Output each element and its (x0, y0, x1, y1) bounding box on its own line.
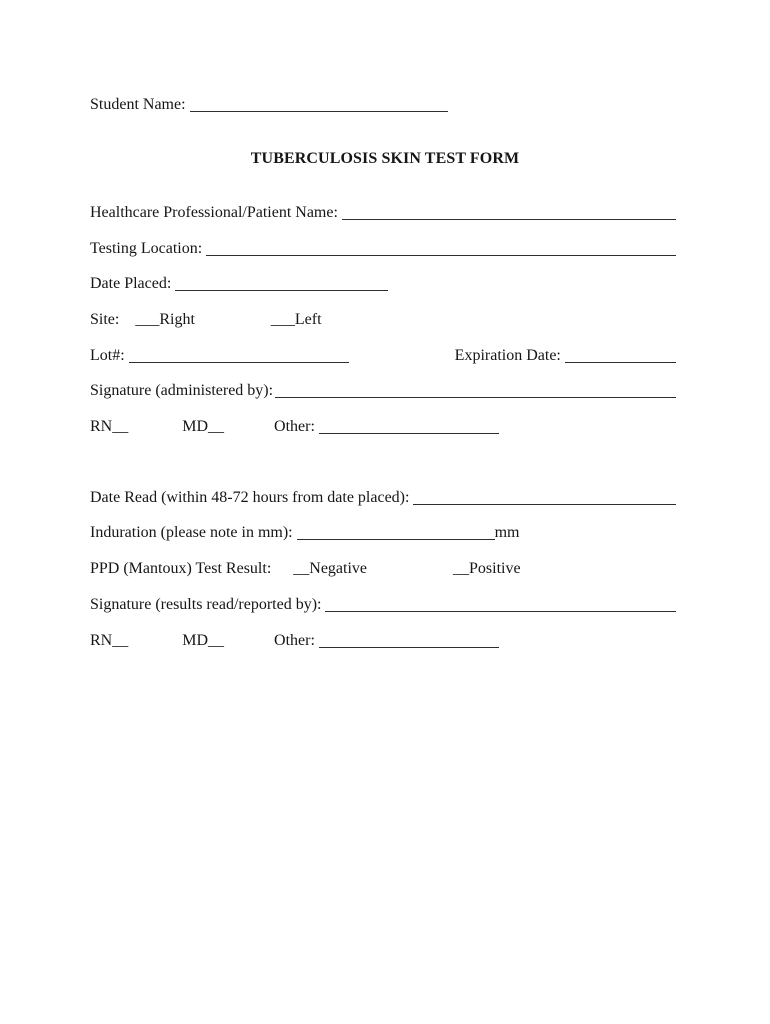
date-placed-label: Date Placed: (90, 275, 172, 292)
induration-label: Induration (please note in mm): (90, 524, 293, 541)
positive-label: Positive (469, 560, 521, 577)
date-read-row (90, 488, 676, 508)
testing-location-label: Testing Location: (90, 240, 203, 257)
md-label: MD (182, 632, 209, 649)
student-name-label: Student Name: (90, 96, 186, 113)
site-right-label: Right (159, 311, 195, 328)
healthcare-name-field[interactable] (342, 207, 676, 220)
signature-results-label: Signature (results read/reported by): (90, 596, 322, 613)
student-name-row (90, 95, 676, 115)
induration-field[interactable] (297, 527, 495, 540)
lot-number-field[interactable] (129, 350, 349, 363)
testing-location-row (90, 239, 676, 259)
lot-expiration-row (90, 346, 676, 366)
other-label: Other: (274, 632, 315, 649)
credentials-row-reading (90, 631, 676, 651)
other-label: Other: (274, 418, 315, 435)
rn-blank[interactable]: __ (112, 418, 129, 435)
testing-location-field[interactable] (206, 243, 676, 256)
signature-administered-label: Signature (administered by): (90, 382, 274, 399)
rn-label: RN (90, 632, 113, 649)
site-label: Site: (90, 311, 120, 328)
md-blank[interactable]: __ (208, 418, 225, 435)
expiration-date-field[interactable] (565, 350, 676, 363)
date-placed-field[interactable] (175, 278, 388, 291)
ppd-result-row (90, 559, 676, 579)
signature-administered-row (90, 381, 676, 401)
negative-label: Negative (309, 560, 368, 577)
site-row (90, 310, 676, 330)
other-field[interactable] (319, 421, 499, 434)
md-blank[interactable]: __ (208, 632, 225, 649)
ppd-result-label: PPD (Mantoux) Test Result: (90, 560, 272, 577)
date-read-field[interactable] (413, 492, 676, 505)
md-label: MD (182, 418, 209, 435)
site-right-blank[interactable]: ___ (135, 311, 160, 328)
site-left-label: Left (294, 311, 322, 328)
signature-results-row (90, 595, 676, 615)
positive-blank[interactable]: __ (453, 560, 470, 577)
induration-unit-label: mm (494, 524, 520, 541)
student-name-field[interactable] (190, 99, 448, 112)
induration-row (90, 523, 676, 543)
signature-results-field[interactable] (325, 599, 676, 612)
other-field[interactable] (319, 635, 499, 648)
site-left-blank[interactable]: ___ (270, 311, 295, 328)
date-read-label: Date Read (within 48-72 hours from date placed): (90, 489, 410, 506)
rn-label: RN (90, 418, 113, 435)
date-placed-row (90, 274, 676, 294)
form-title: TUBERCULOSIS SKIN TEST FORM (250, 150, 520, 167)
healthcare-name-label: Healthcare Professional/Patient Name: (90, 204, 338, 221)
signature-administered-field[interactable] (275, 385, 676, 398)
credentials-row-administration (90, 417, 676, 437)
healthcare-name-row (90, 203, 676, 223)
negative-blank[interactable]: __ (293, 560, 310, 577)
rn-blank[interactable]: __ (112, 632, 129, 649)
lot-number-label: Lot#: (90, 347, 125, 364)
expiration-date-label: Expiration Date: (454, 347, 561, 364)
